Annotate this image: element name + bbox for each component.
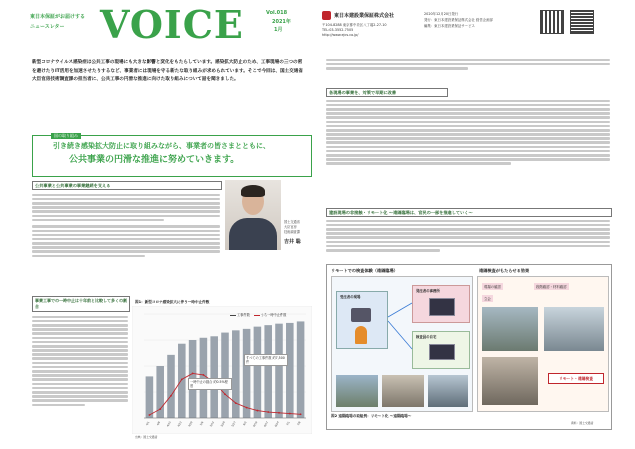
chart-bar xyxy=(178,344,186,418)
body-text-block-2 xyxy=(32,314,128,438)
legend-swatch-a xyxy=(230,315,236,316)
chart-point xyxy=(224,393,226,395)
x-tick-label: 4/1 xyxy=(145,421,151,427)
intro-lead: 新型コロナウイルス感染症は公共工事の現場にも大きな影響と変化をもたらしています。感染拡大防止のため、工事現場の三つの密を避けたりIT活用を加速させたりするなど、事業者には現場を守る新たな取り組みが求められています。そこで今回は、国土交通省大臣官房技術調査課の担当者に、公共工事の円滑な推進に向けた取り組みについて話を聞きました。 xyxy=(32,60,303,83)
feature-title-line-2: 公共事業の円滑な推進に努めていきます。 xyxy=(69,155,240,165)
body-text-block-4 xyxy=(326,98,610,198)
x-tick-label: 4/8 xyxy=(156,421,162,427)
feature-kicker: 国の取り組み xyxy=(51,133,81,139)
right-photo-1 xyxy=(482,307,538,351)
qr-code-icon-2[interactable] xyxy=(570,10,594,34)
section-heading-2 xyxy=(32,296,130,312)
chart-bar xyxy=(264,325,272,418)
figure2-caption: 図2 遠隔臨場の取組例：リモート化 ～遠隔臨場～ xyxy=(331,414,412,418)
address-line-2: TEL:03-3552-7505 xyxy=(322,28,354,32)
chart-caption: 出典：国土交通省 xyxy=(135,435,158,439)
body-text-block-3 xyxy=(326,57,610,85)
left-photo-1 xyxy=(336,375,378,407)
chart-point xyxy=(235,402,237,404)
issue-line-2: 発行：東日本建設業保証株式会社 経営企画部 xyxy=(424,18,493,22)
figure2-right-panel xyxy=(477,276,609,412)
person-hair xyxy=(241,185,265,197)
right-label-2: 段階確認・材料確認 xyxy=(536,285,567,289)
right-label-1: 現場の確認 xyxy=(484,285,501,289)
legend-swatch-b xyxy=(254,315,260,316)
chart-bar xyxy=(286,323,294,418)
interviewee-photo xyxy=(225,180,281,250)
section-heading-3 xyxy=(326,88,448,97)
issue-line-1: 2020年12月20日発行 xyxy=(424,12,459,16)
x-tick-label: 6/10 xyxy=(252,421,259,428)
x-tick-label: 4/22 xyxy=(177,421,183,428)
chart-point xyxy=(289,413,291,415)
x-tick-label: 7/1 xyxy=(285,421,291,427)
chart-bar xyxy=(275,324,283,418)
date-label: 2021年 xyxy=(272,19,291,25)
x-tick-label: 5/27 xyxy=(231,421,237,428)
chart-point xyxy=(246,407,248,409)
office-box-label: 発注者の事務所 xyxy=(416,289,440,293)
vol-label: Vol.018 xyxy=(266,10,288,16)
chart-point xyxy=(278,412,280,414)
chart-point xyxy=(170,395,172,397)
figure-2 xyxy=(326,264,612,430)
left-photo-2 xyxy=(382,375,424,407)
section-heading-2-text: 事業工事での一時中止は十年前と比較して多くの割合 xyxy=(35,297,127,309)
chart-point xyxy=(203,374,205,376)
issue-line-3: 編集：東日本建設業保証サービス xyxy=(424,24,475,28)
chart-bar xyxy=(232,330,240,418)
chart-bar xyxy=(221,333,229,418)
figure2-credit: 資料：国土交通省 xyxy=(571,421,594,425)
right-photo-2 xyxy=(544,307,604,351)
chart-point xyxy=(192,373,194,375)
chart-legend xyxy=(230,312,286,317)
right-photo-3 xyxy=(482,357,538,405)
body-text-block-5 xyxy=(326,218,610,262)
x-tick-label: 4/15 xyxy=(166,421,172,428)
section-heading-1 xyxy=(32,181,222,190)
chart-annotation-2: 一時中止の割合 約0.5%程度 xyxy=(188,378,232,390)
x-tick-label: 5/13 xyxy=(209,421,216,428)
feature-box xyxy=(32,135,312,177)
company-logo xyxy=(322,11,331,20)
x-tick-label: 4/29 xyxy=(187,421,194,428)
body-text-block-1 xyxy=(32,192,220,292)
x-tick-label: 6/3 xyxy=(242,421,248,427)
publisher-line: 東日本保証がお届けする xyxy=(30,14,86,20)
x-tick-label: 6/24 xyxy=(274,421,280,428)
chart-bar xyxy=(167,355,175,418)
person-dept: 大臣官房 xyxy=(284,225,297,229)
page-title: VOICE xyxy=(100,2,244,47)
section-heading-3-text: 各現場の事業を、対策で早期に改善 xyxy=(329,89,397,95)
chart-point xyxy=(257,410,259,412)
month-label: 1月 xyxy=(274,27,283,33)
x-tick-label: 7/8 xyxy=(296,421,302,427)
x-tick-label: 5/20 xyxy=(220,421,226,428)
legend-label-a: 工事件数 xyxy=(237,313,250,317)
section-heading-4-text: 建設現場の非接触・リモート化 ～遠隔臨場は、官民の一部を推進していく～ xyxy=(329,209,473,215)
chart-point xyxy=(159,408,161,410)
chart-point xyxy=(300,413,302,415)
section-heading-4 xyxy=(326,208,612,217)
feature-title-line-1: 引き続き感染拡大防止に取り組みながら、事業者の皆さまとともに、 xyxy=(53,142,270,150)
chart-point xyxy=(149,414,151,416)
x-tick-label: 5/6 xyxy=(199,421,205,427)
person-body xyxy=(229,218,277,250)
person-role: 技術調査課 xyxy=(284,230,300,234)
newsletter-line: ニュースレター xyxy=(30,24,65,30)
figure2-left-panel xyxy=(331,276,473,412)
site-box-label: 受注者の現場 xyxy=(340,295,361,299)
qr-code-icon[interactable] xyxy=(540,10,564,34)
figure2-left-title: リモートでの検査体験（遠隔臨場） xyxy=(331,268,398,273)
address-line-1: 〒104-8288 東京都中央区八丁堀2-27-10 xyxy=(322,23,387,27)
address-line-3: http://www.ejcs.co.jp/ xyxy=(322,33,359,37)
chart-annotation: すべての工事件数 約7,500件 xyxy=(244,354,288,366)
left-photo-3 xyxy=(428,375,468,407)
right-label-3: 立会 xyxy=(484,297,491,301)
chart-bar xyxy=(297,321,305,418)
person-org: 国土交通省 xyxy=(284,220,300,224)
chart-panel xyxy=(132,300,312,440)
chart-bar xyxy=(146,376,154,418)
company-name: 東日本建設業保証株式会社 xyxy=(334,13,395,19)
chart-bar xyxy=(243,329,251,418)
chart-title: 図1：新型コロナ感染拡大に伴う一時中止件数 xyxy=(135,300,210,304)
chart-point xyxy=(267,411,269,413)
legend-label-b: うち一時中止件数 xyxy=(260,313,287,317)
header xyxy=(0,0,635,47)
home-box-label: 検査員の自宅 xyxy=(416,335,437,339)
bar-chart xyxy=(132,306,312,434)
right-label-4: リモート・遠隔検査 xyxy=(548,373,604,384)
x-tick-label: 6/17 xyxy=(263,421,270,428)
figure2-right-title: 遠隔検査がもたらせる効果 xyxy=(479,268,530,273)
person-name: 吉井 聡 xyxy=(284,239,301,245)
section-heading-1-text: 公共事業と公共事業の事業継続を支える xyxy=(35,182,111,188)
chart-bar xyxy=(254,327,262,418)
chart-point xyxy=(181,378,183,380)
